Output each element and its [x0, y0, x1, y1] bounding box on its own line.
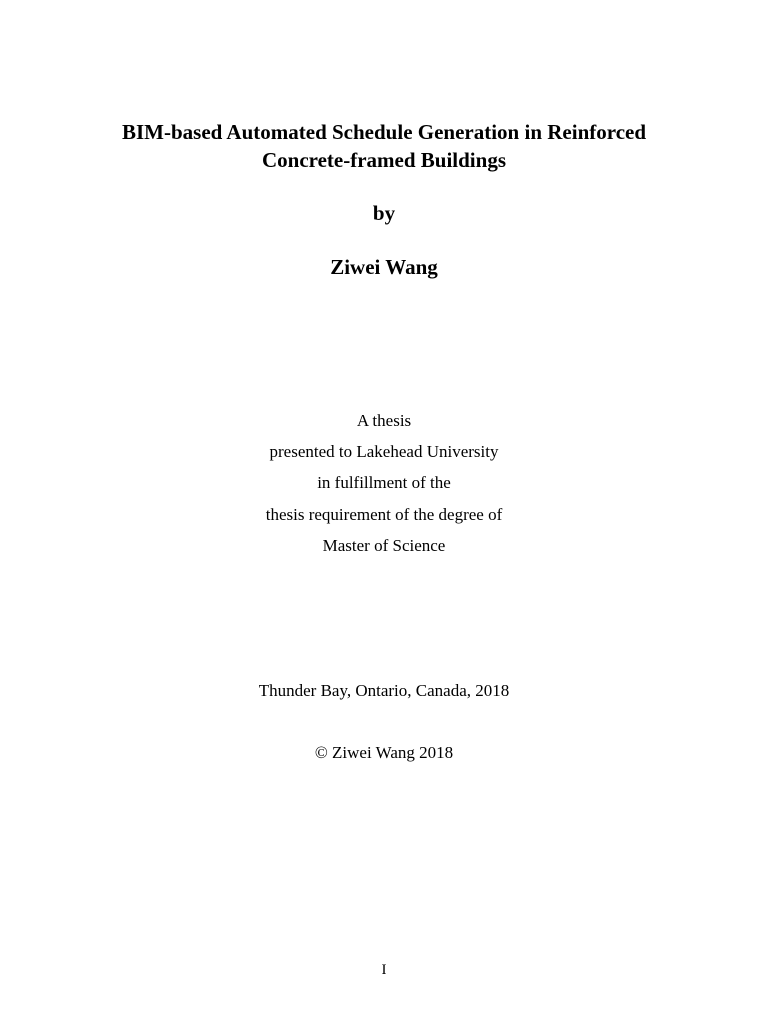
thesis-description-line-4: thesis requirement of the degree of [265, 505, 503, 524]
place-and-date: Thunder Bay, Ontario, Canada, 2018 [258, 681, 510, 700]
page-number: I [381, 962, 387, 978]
author-name: Ziwei Wang [330, 255, 438, 279]
thesis-description-line-1: A thesis [356, 411, 412, 430]
by-label: by [372, 201, 396, 225]
thesis-title-line-2: Concrete-framed Buildings [261, 148, 506, 172]
thesis-title-line-1: BIM-based Automated Schedule Generation in Reinforced [121, 120, 647, 144]
thesis-description-line-2: presented to Lakehead University [269, 442, 499, 461]
thesis-description-line-3: in fulfillment of the [317, 473, 451, 492]
degree-name: Master of Science [322, 536, 446, 555]
copyright-notice: © Ziwei Wang 2018 [314, 743, 454, 762]
